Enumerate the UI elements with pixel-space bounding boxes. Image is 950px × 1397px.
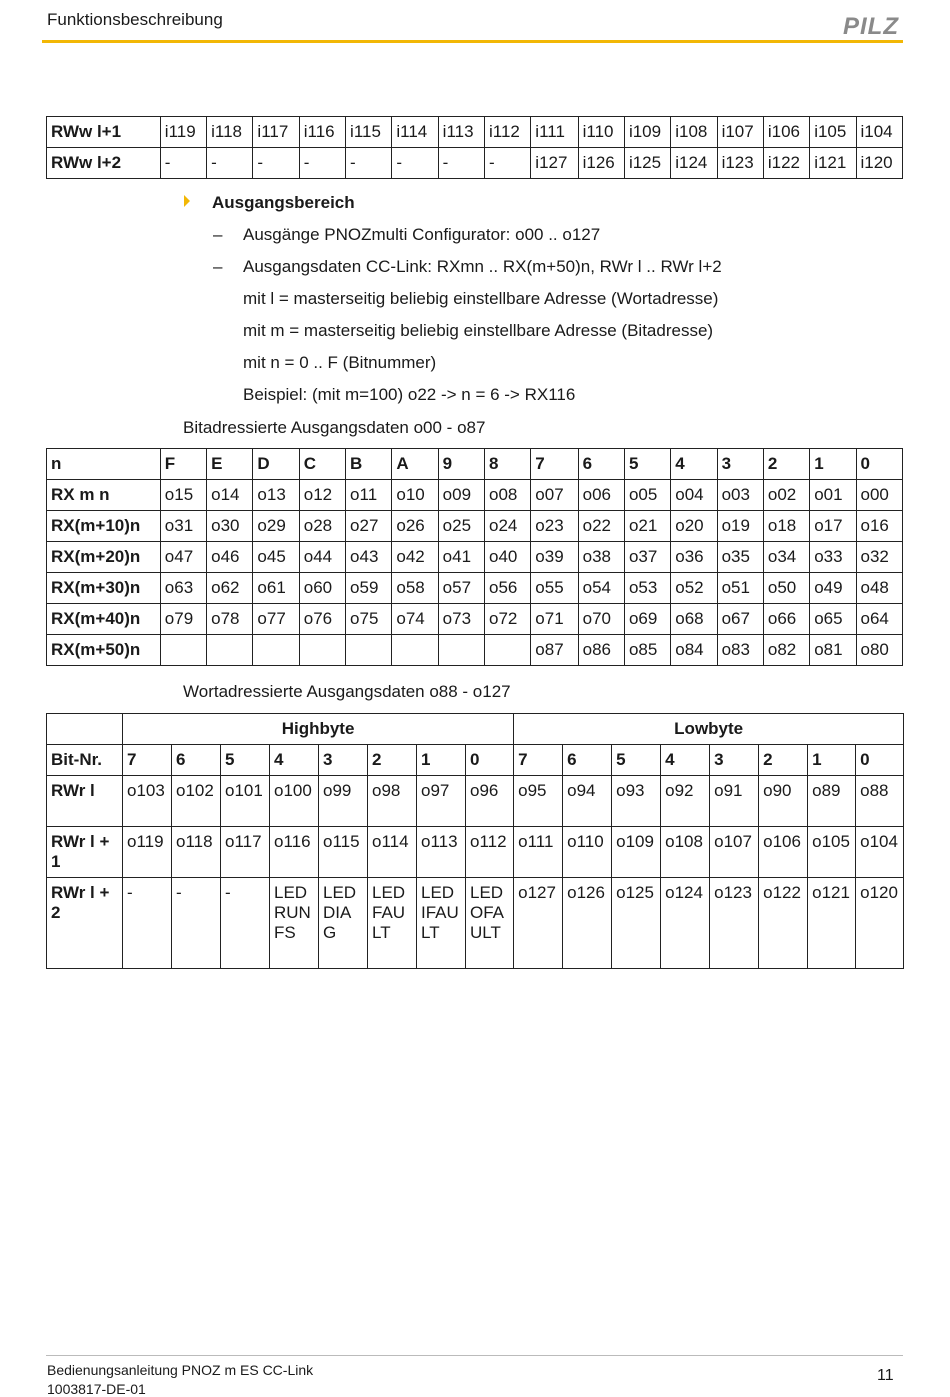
table-cell: D bbox=[253, 449, 299, 480]
table-row bbox=[47, 776, 904, 827]
table-cell: i106 bbox=[763, 117, 809, 148]
table-cell: 1 bbox=[417, 745, 466, 776]
table-cell: 3 bbox=[717, 449, 763, 480]
table-cell: o56 bbox=[484, 573, 530, 604]
table-cell: o105 bbox=[808, 827, 856, 878]
table-caption: Bitadressierte Ausgangsdaten o00 - o87 bbox=[183, 418, 486, 437]
table-cell: o67 bbox=[717, 604, 763, 635]
table-cell: i124 bbox=[671, 148, 717, 179]
table-cell: 6 bbox=[563, 745, 612, 776]
table-cell: A bbox=[392, 449, 438, 480]
table-cell: o17 bbox=[810, 511, 856, 542]
pilz-logo-text: PILZ bbox=[843, 13, 899, 39]
table-cell: o43 bbox=[346, 542, 392, 573]
table-cell: 8 bbox=[484, 449, 530, 480]
table-cell: o38 bbox=[578, 542, 624, 573]
row-header-cell: n bbox=[47, 449, 161, 480]
table-caption: Wortadressierte Ausgangsdaten o88 - o127 bbox=[183, 682, 511, 701]
table-cell: o123 bbox=[710, 878, 759, 969]
table-cell: i111 bbox=[531, 117, 578, 148]
table-cell: 6 bbox=[172, 745, 221, 776]
table-cell: - bbox=[346, 148, 392, 179]
table-cell: LED FAULT bbox=[368, 878, 417, 969]
table-cell: o72 bbox=[484, 604, 530, 635]
table-cell bbox=[299, 635, 345, 666]
table-cell: o25 bbox=[438, 511, 484, 542]
table-cell: o02 bbox=[763, 480, 809, 511]
table-cell: o103 bbox=[123, 776, 172, 827]
table-cell: o37 bbox=[624, 542, 670, 573]
table-cell: o41 bbox=[438, 542, 484, 573]
table-cell: o64 bbox=[856, 604, 903, 635]
table-cell: o109 bbox=[612, 827, 661, 878]
table-cell: o63 bbox=[160, 573, 206, 604]
row-header-cell: RX(m+10)n bbox=[47, 511, 161, 542]
paragraph-line: mit l = masterseitig beliebig einstellbare Adresse (Wortadresse) bbox=[243, 289, 719, 308]
table-cell: o21 bbox=[624, 511, 670, 542]
table-cell: o92 bbox=[661, 776, 710, 827]
table-cell: 4 bbox=[661, 745, 710, 776]
table-cell: o28 bbox=[299, 511, 345, 542]
table-cell: o113 bbox=[417, 827, 466, 878]
table-cell: o93 bbox=[612, 776, 661, 827]
table-row bbox=[47, 878, 904, 969]
table-cell: o62 bbox=[207, 573, 253, 604]
table-cell: LED RUN FS bbox=[270, 878, 319, 969]
table-cell: 0 bbox=[856, 745, 904, 776]
table-cell: 1 bbox=[808, 745, 856, 776]
word-output-table bbox=[46, 713, 904, 969]
table-cell: i112 bbox=[484, 117, 530, 148]
table-cell: o96 bbox=[466, 776, 514, 827]
table-cell: 5 bbox=[221, 745, 270, 776]
table-cell: o40 bbox=[484, 542, 530, 573]
table-cell: - bbox=[392, 148, 438, 179]
table-cell: o95 bbox=[514, 776, 563, 827]
table-cell: - bbox=[207, 148, 253, 179]
table-cell: o26 bbox=[392, 511, 438, 542]
table-cell: o118 bbox=[172, 827, 221, 878]
table-cell: o77 bbox=[253, 604, 299, 635]
table-cell: - bbox=[123, 878, 172, 969]
table-cell: i119 bbox=[160, 117, 206, 148]
table-cell: - bbox=[253, 148, 299, 179]
table-cell: o79 bbox=[160, 604, 206, 635]
table-cell: o85 bbox=[624, 635, 670, 666]
table-cell: o53 bbox=[624, 573, 670, 604]
table-cell: o125 bbox=[612, 878, 661, 969]
table-cell: o60 bbox=[299, 573, 345, 604]
table-cell: o46 bbox=[207, 542, 253, 573]
table-cell: 1 bbox=[810, 449, 856, 480]
row-header-cell: RX(m+50)n bbox=[47, 635, 161, 666]
table-row bbox=[47, 635, 903, 666]
table-cell: o78 bbox=[207, 604, 253, 635]
table-cell: - bbox=[160, 148, 206, 179]
table-cell: 9 bbox=[438, 449, 484, 480]
table-cell: o116 bbox=[270, 827, 319, 878]
table-cell: o42 bbox=[392, 542, 438, 573]
section-heading: Ausgangsbereich bbox=[212, 193, 355, 212]
table-cell: LED IFAULT bbox=[417, 878, 466, 969]
table-cell: o34 bbox=[763, 542, 809, 573]
input-word-table bbox=[46, 116, 903, 179]
table-row bbox=[47, 573, 903, 604]
table-cell: 7 bbox=[531, 449, 578, 480]
row-header-cell: Bit-Nr. bbox=[47, 745, 123, 776]
table-cell: i115 bbox=[346, 117, 392, 148]
table-cell: o23 bbox=[531, 511, 578, 542]
table-cell: o27 bbox=[346, 511, 392, 542]
table-cell: o06 bbox=[578, 480, 624, 511]
table-cell: o36 bbox=[671, 542, 717, 573]
row-header-cell: RWw l+1 bbox=[47, 117, 161, 148]
table-cell: o106 bbox=[759, 827, 808, 878]
table-cell: o90 bbox=[759, 776, 808, 827]
table-cell: o68 bbox=[671, 604, 717, 635]
table-cell: i110 bbox=[578, 117, 624, 148]
paragraph-line: mit n = 0 .. F (Bitnummer) bbox=[243, 353, 437, 372]
table-cell: o101 bbox=[221, 776, 270, 827]
table-cell: o86 bbox=[578, 635, 624, 666]
table-cell: 3 bbox=[319, 745, 368, 776]
table-cell: o80 bbox=[856, 635, 903, 666]
table-cell: i126 bbox=[578, 148, 624, 179]
table-cell bbox=[253, 635, 299, 666]
table-cell bbox=[47, 714, 123, 745]
table-cell: - bbox=[484, 148, 530, 179]
table-cell: o117 bbox=[221, 827, 270, 878]
table-cell: i108 bbox=[671, 117, 717, 148]
table-cell: i122 bbox=[763, 148, 809, 179]
table-row bbox=[47, 604, 903, 635]
table-cell: i107 bbox=[717, 117, 763, 148]
table-row bbox=[47, 480, 903, 511]
table-cell: o24 bbox=[484, 511, 530, 542]
table-cell: i105 bbox=[810, 117, 856, 148]
page-header-title: Funktionsbeschreibung bbox=[47, 10, 223, 29]
table-cell: o112 bbox=[466, 827, 514, 878]
table-row bbox=[47, 542, 903, 573]
table-cell: o70 bbox=[578, 604, 624, 635]
table-cell: i109 bbox=[624, 117, 670, 148]
row-header-cell: RX m n bbox=[47, 480, 161, 511]
table-cell: LED DIAG bbox=[319, 878, 368, 969]
table-cell: o126 bbox=[563, 878, 612, 969]
row-header-cell: RWw l+2 bbox=[47, 148, 161, 179]
table-cell: 2 bbox=[368, 745, 417, 776]
table-row bbox=[47, 827, 904, 878]
row-header-cell: RWr l +2 bbox=[47, 878, 123, 969]
table-cell: 4 bbox=[671, 449, 717, 480]
table-cell: o00 bbox=[856, 480, 903, 511]
table-cell: o108 bbox=[661, 827, 710, 878]
table-cell: o55 bbox=[531, 573, 578, 604]
row-header-cell: RX(m+40)n bbox=[47, 604, 161, 635]
table-cell: o51 bbox=[717, 573, 763, 604]
table-cell: o82 bbox=[763, 635, 809, 666]
table-cell: o57 bbox=[438, 573, 484, 604]
table-cell: 6 bbox=[578, 449, 624, 480]
dash-bullet-icon: – bbox=[213, 257, 223, 276]
pilz-logo bbox=[843, 13, 905, 39]
table-cell: 4 bbox=[270, 745, 319, 776]
table-cell: o127 bbox=[514, 878, 563, 969]
table-cell: o19 bbox=[717, 511, 763, 542]
table-cell: o50 bbox=[763, 573, 809, 604]
table-row bbox=[47, 511, 903, 542]
table-cell: i113 bbox=[438, 117, 484, 148]
table-cell: o58 bbox=[392, 573, 438, 604]
table-cell: o39 bbox=[531, 542, 578, 573]
table-cell: o33 bbox=[810, 542, 856, 573]
table-cell: o119 bbox=[123, 827, 172, 878]
table-cell: o110 bbox=[563, 827, 612, 878]
table-cell: o05 bbox=[624, 480, 670, 511]
header-divider bbox=[42, 40, 903, 43]
list-item: Ausgangsdaten CC-Link: RXmn .. RX(m+50)n, RWr l .. RWr l+2 bbox=[243, 257, 722, 276]
table-cell: 3 bbox=[710, 745, 759, 776]
paragraph-line: mit m = masterseitig beliebig einstellbare Adresse (Bitadresse) bbox=[243, 321, 714, 340]
table-cell: F bbox=[160, 449, 206, 480]
table-cell: o14 bbox=[207, 480, 253, 511]
table-cell: o84 bbox=[671, 635, 717, 666]
table-cell: o32 bbox=[856, 542, 903, 573]
table-cell: o18 bbox=[763, 511, 809, 542]
table-cell: o35 bbox=[717, 542, 763, 573]
table-row bbox=[47, 148, 903, 179]
table-cell bbox=[438, 635, 484, 666]
dash-bullet-icon: – bbox=[213, 225, 223, 244]
table-cell: o03 bbox=[717, 480, 763, 511]
table-cell: o15 bbox=[160, 480, 206, 511]
table-cell: LED OFAULT bbox=[466, 878, 514, 969]
table-cell: o65 bbox=[810, 604, 856, 635]
table-cell: 2 bbox=[759, 745, 808, 776]
table-cell: 0 bbox=[466, 745, 514, 776]
table-cell bbox=[346, 635, 392, 666]
table-cell: o54 bbox=[578, 573, 624, 604]
table-cell: o104 bbox=[856, 827, 904, 878]
table-row bbox=[47, 449, 903, 480]
footer-doc-title: Bedienungsanleitung PNOZ m ES CC-Link bbox=[47, 1362, 314, 1378]
table-cell: o99 bbox=[319, 776, 368, 827]
table-cell: C bbox=[299, 449, 345, 480]
paragraph-line: Beispiel: (mit m=100) o22 -> n = 6 -> RX116 bbox=[243, 385, 576, 404]
table-cell: o115 bbox=[319, 827, 368, 878]
list-item: Ausgänge PNOZmulti Configurator: o00 .. o127 bbox=[243, 225, 601, 244]
table-cell: o74 bbox=[392, 604, 438, 635]
table-cell: o100 bbox=[270, 776, 319, 827]
table-cell: 7 bbox=[514, 745, 563, 776]
table-cell: o98 bbox=[368, 776, 417, 827]
table-cell: o07 bbox=[531, 480, 578, 511]
table-cell: E bbox=[207, 449, 253, 480]
table-cell: o69 bbox=[624, 604, 670, 635]
table-cell: o111 bbox=[514, 827, 563, 878]
highbyte-header: Highbyte bbox=[123, 714, 514, 745]
table-cell: o122 bbox=[759, 878, 808, 969]
table-cell: o01 bbox=[810, 480, 856, 511]
table-cell: - bbox=[221, 878, 270, 969]
table-cell: o73 bbox=[438, 604, 484, 635]
table-cell: o120 bbox=[856, 878, 904, 969]
table-cell: o49 bbox=[810, 573, 856, 604]
table-cell: o52 bbox=[671, 573, 717, 604]
row-header-cell: RWr l +1 bbox=[47, 827, 123, 878]
table-cell: i104 bbox=[856, 117, 903, 148]
page-number: 11 bbox=[877, 1367, 894, 1384]
table-cell: o97 bbox=[417, 776, 466, 827]
table-cell: o102 bbox=[172, 776, 221, 827]
table-cell: i116 bbox=[299, 117, 345, 148]
table-cell bbox=[160, 635, 206, 666]
table-cell: o61 bbox=[253, 573, 299, 604]
table-cell: o04 bbox=[671, 480, 717, 511]
table-cell: B bbox=[346, 449, 392, 480]
lowbyte-header: Lowbyte bbox=[514, 714, 904, 745]
bit-output-table bbox=[46, 448, 903, 666]
table-cell: o47 bbox=[160, 542, 206, 573]
table-cell: o20 bbox=[671, 511, 717, 542]
table-cell: o12 bbox=[299, 480, 345, 511]
table-cell: o124 bbox=[661, 878, 710, 969]
table-cell: o22 bbox=[578, 511, 624, 542]
table-cell: i121 bbox=[810, 148, 856, 179]
row-header-cell: RX(m+30)n bbox=[47, 573, 161, 604]
table-cell: o66 bbox=[763, 604, 809, 635]
table-cell bbox=[207, 635, 253, 666]
table-cell: - bbox=[299, 148, 345, 179]
table-cell: 7 bbox=[123, 745, 172, 776]
table-cell: o71 bbox=[531, 604, 578, 635]
table-cell: i125 bbox=[624, 148, 670, 179]
table-cell: o30 bbox=[207, 511, 253, 542]
table-cell: o09 bbox=[438, 480, 484, 511]
table-cell bbox=[484, 635, 530, 666]
table-cell: i127 bbox=[531, 148, 578, 179]
table-cell: 0 bbox=[856, 449, 903, 480]
table-cell: o75 bbox=[346, 604, 392, 635]
table-cell: - bbox=[172, 878, 221, 969]
table-row bbox=[47, 745, 904, 776]
table-cell: o89 bbox=[808, 776, 856, 827]
table-cell: o11 bbox=[346, 480, 392, 511]
table-cell: o88 bbox=[856, 776, 904, 827]
row-header-cell: RWr l bbox=[47, 776, 123, 827]
table-cell: o10 bbox=[392, 480, 438, 511]
table-cell: i120 bbox=[856, 148, 903, 179]
table-cell: o87 bbox=[531, 635, 578, 666]
table-cell: 2 bbox=[763, 449, 809, 480]
table-cell: o29 bbox=[253, 511, 299, 542]
table-cell: o114 bbox=[368, 827, 417, 878]
table-cell: i117 bbox=[253, 117, 299, 148]
table-cell: o76 bbox=[299, 604, 345, 635]
table-cell: o81 bbox=[810, 635, 856, 666]
table-cell: o31 bbox=[160, 511, 206, 542]
table-cell: 5 bbox=[624, 449, 670, 480]
table-cell: i123 bbox=[717, 148, 763, 179]
table-cell: - bbox=[438, 148, 484, 179]
footer-divider bbox=[46, 1355, 903, 1356]
table-cell bbox=[392, 635, 438, 666]
table-cell: o13 bbox=[253, 480, 299, 511]
table-cell: o45 bbox=[253, 542, 299, 573]
table-cell: o44 bbox=[299, 542, 345, 573]
table-cell: i114 bbox=[392, 117, 438, 148]
triangle-bullet-icon bbox=[184, 195, 190, 207]
table-row bbox=[47, 714, 904, 745]
table-cell: o83 bbox=[717, 635, 763, 666]
table-cell: o48 bbox=[856, 573, 903, 604]
table-cell: o94 bbox=[563, 776, 612, 827]
table-cell: o16 bbox=[856, 511, 903, 542]
table-cell: 5 bbox=[612, 745, 661, 776]
footer-doc-number: 1003817-DE-01 bbox=[47, 1381, 146, 1397]
row-header-cell: RX(m+20)n bbox=[47, 542, 161, 573]
table-cell: o107 bbox=[710, 827, 759, 878]
table-cell: o121 bbox=[808, 878, 856, 969]
table-cell: o59 bbox=[346, 573, 392, 604]
table-cell: o91 bbox=[710, 776, 759, 827]
table-cell: i118 bbox=[207, 117, 253, 148]
table-row bbox=[47, 117, 903, 148]
table-cell: o08 bbox=[484, 480, 530, 511]
